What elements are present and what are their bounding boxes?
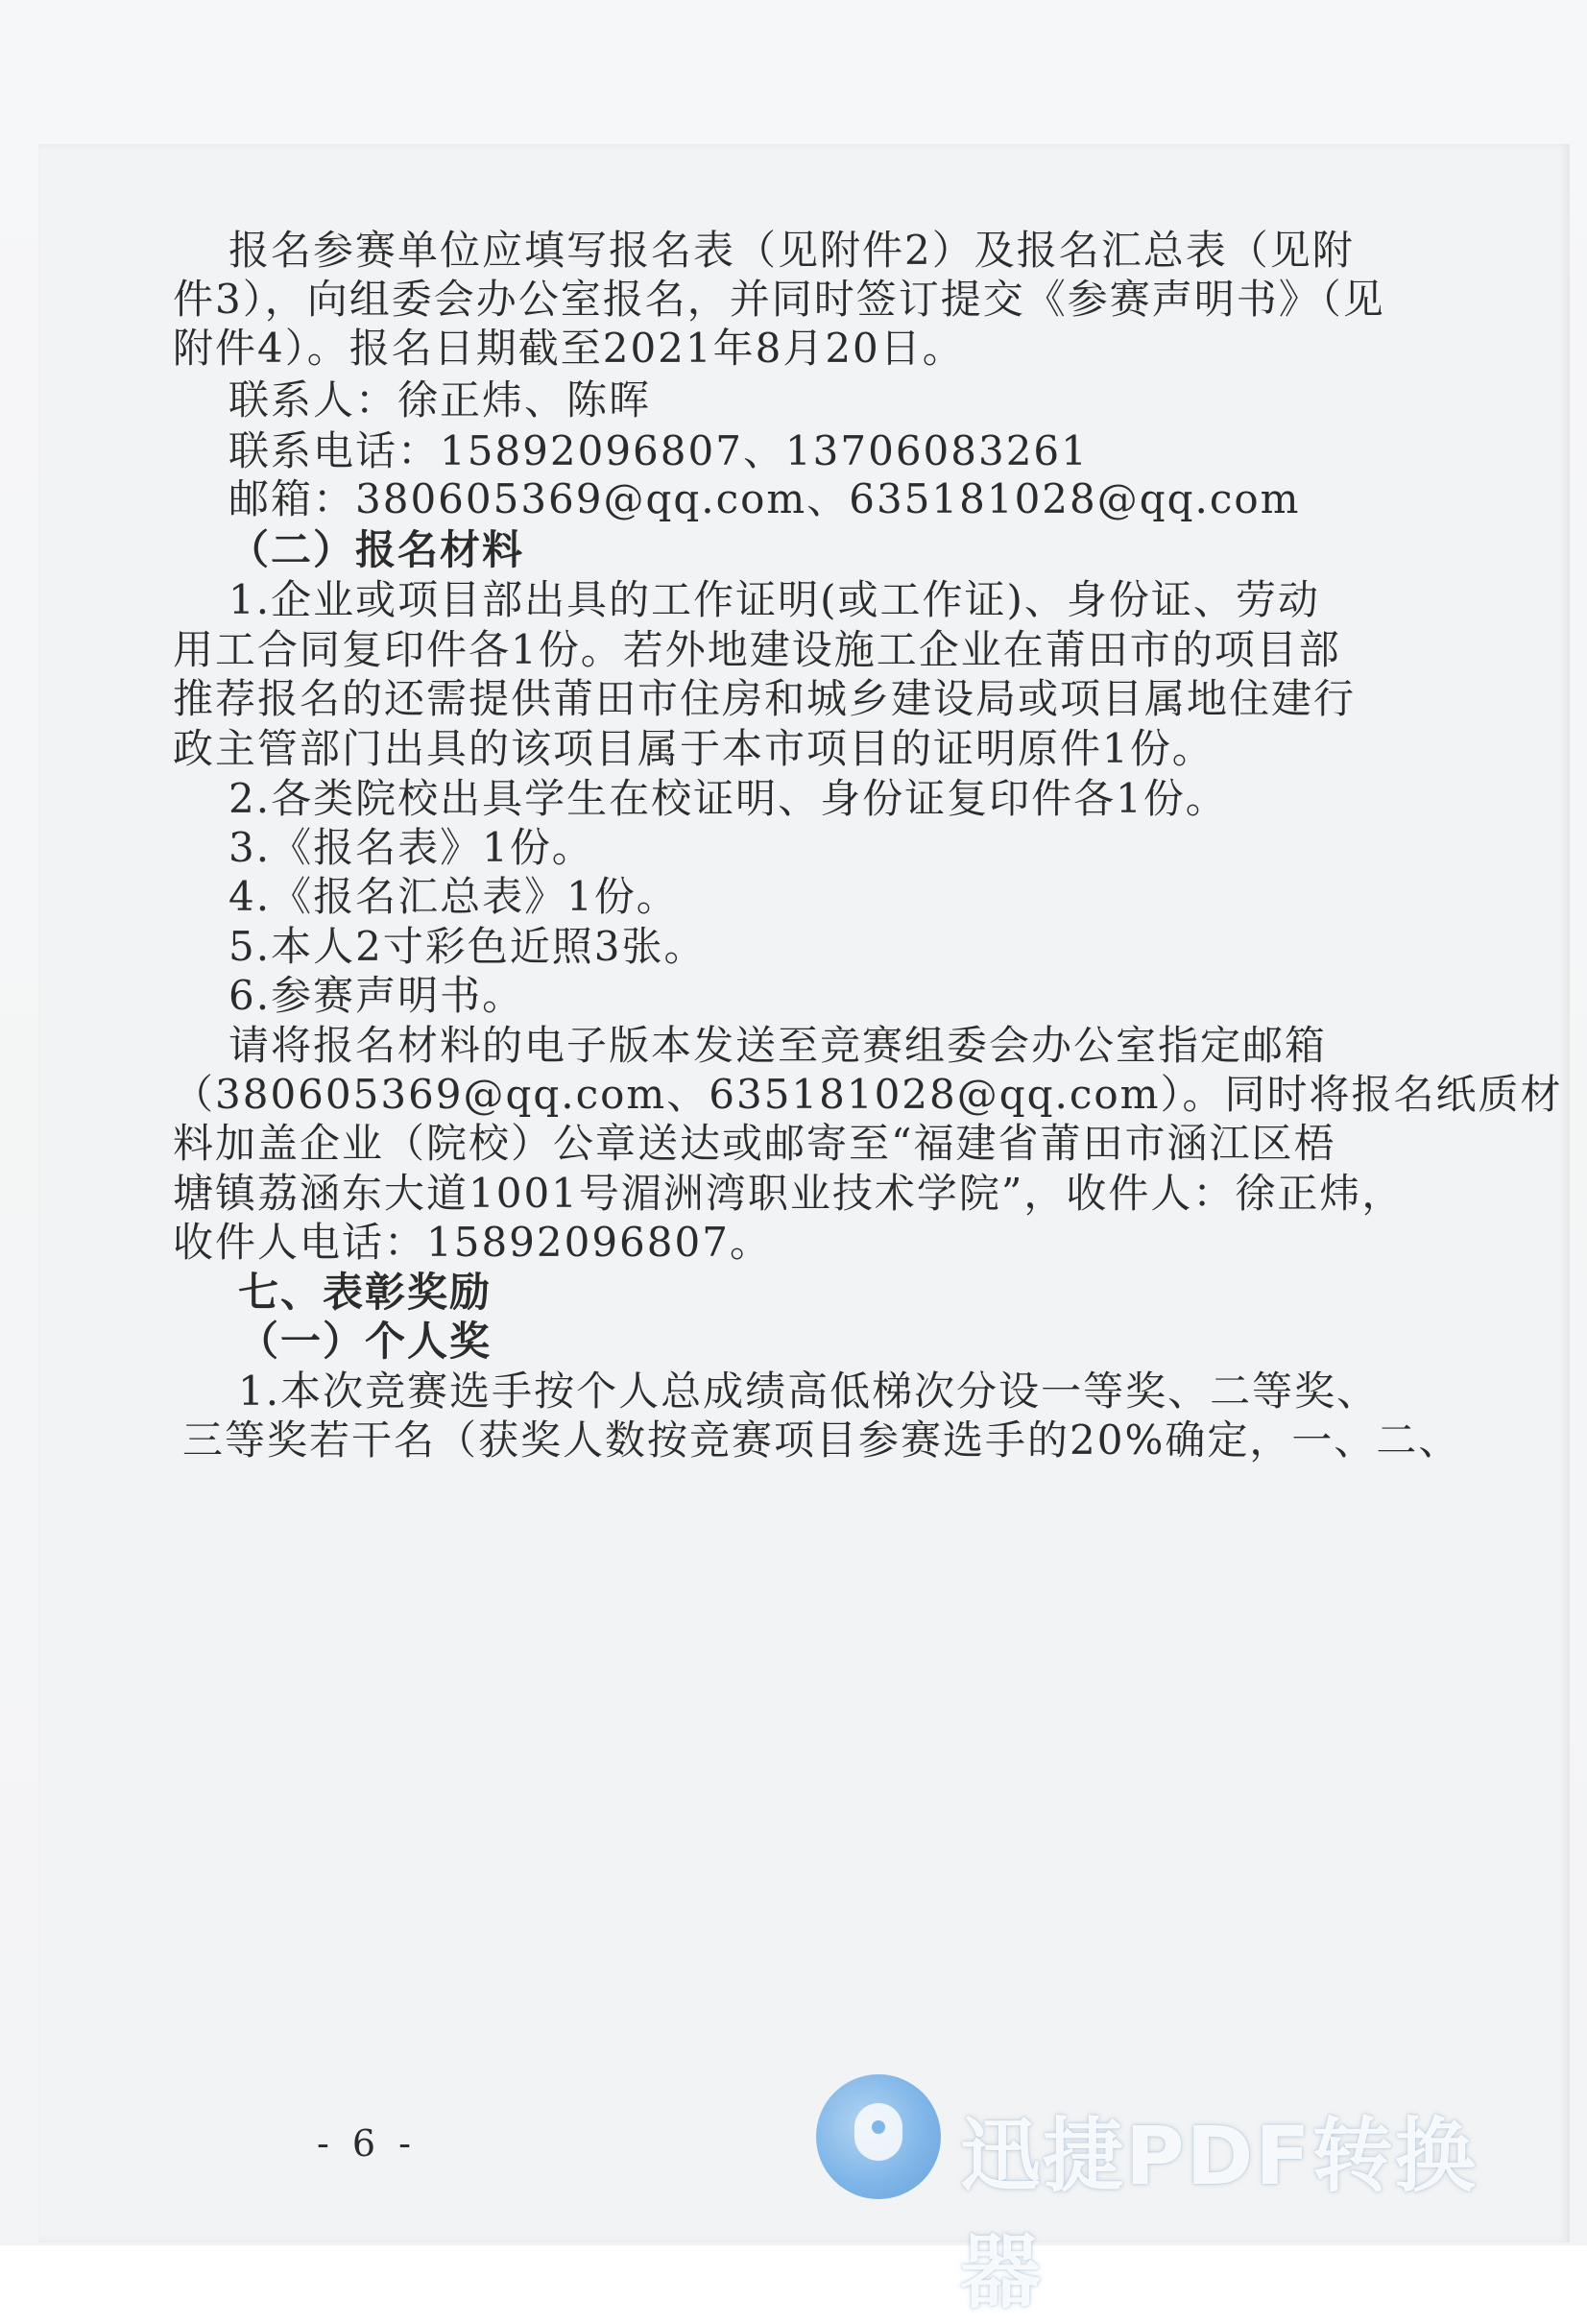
watermark-text: 迅捷PDF转换器	[960, 2109, 1478, 2319]
list-item: 4.《报名汇总表》1份。	[228, 873, 679, 920]
contact-phone: 联系电话：15892096807、13706083261	[228, 427, 1089, 474]
paragraph-line: 政主管部门出具的该项目属于本市项目的证明原件1份。	[173, 725, 1214, 772]
section-heading-awards: 七、表彰奖励	[238, 1269, 493, 1316]
paragraph-line: 件3），向组委会办公室报名，并同时签订提交《参赛声明书》（见	[173, 276, 1385, 323]
paragraph-line: 推荐报名的还需提供莆田市住房和城乡建设局或项目属地住建行	[173, 675, 1357, 722]
page-number: - 6 -	[317, 2122, 418, 2165]
list-item: 2.各类院校出具学生在校证明、身份证复印件各1份。	[228, 775, 1228, 822]
contact-person: 联系人：徐正炜、陈晖	[228, 376, 652, 424]
subsection-heading-individual-award: （一）个人奖	[238, 1318, 493, 1365]
paragraph-line: 请将报名材料的电子版本发送至竞赛组委会办公室指定邮箱	[228, 1022, 1328, 1069]
section-heading-registration-materials: （二）报名材料	[228, 526, 525, 573]
paragraph-line: 用工合同复印件各1份。若外地建设施工企业在莆田市的项目部	[173, 626, 1341, 673]
pdf-converter-logo-icon	[816, 2074, 941, 2199]
paragraph-line: （380605369@qq.com、635181028@qq.com）。同时将报名纸质材	[173, 1071, 1563, 1118]
paragraph-line: 报名参赛单位应填写报名表（见附件2）及报名汇总表（见附	[228, 227, 1355, 274]
paragraph-line: 三等奖若干名（获奖人数按竞赛项目参赛选手的20%确定，一、二、	[182, 1416, 1461, 1464]
paragraph-line: 料加盖企业（院校）公章送达或邮寄至“福建省莆田市涵江区梧	[173, 1120, 1336, 1167]
paragraph-line: 塘镇荔涵东大道1001号湄洲湾职业技术学院”，收件人：徐正炜，	[173, 1170, 1405, 1217]
list-item: 3.《报名表》1份。	[228, 824, 594, 871]
watermark	[816, 2074, 1546, 2319]
contact-email: 邮箱：380605369@qq.com、635181028@qq.com	[228, 475, 1301, 522]
list-item: 1.企业或项目部出具的工作证明(或工作证)、身份证、劳动	[228, 576, 1320, 623]
list-item: 1.本次竞赛选手按个人总成绩高低梯次分设一等奖、二等奖、	[238, 1368, 1380, 1415]
list-item: 6.参赛声明书。	[228, 972, 525, 1019]
paragraph-line: 附件4）。报名日期截至2021年8月20日。	[173, 325, 965, 372]
list-item: 5.本人2寸彩色近照3张。	[228, 923, 707, 970]
paragraph-line: 收件人电话：15892096807。	[173, 1219, 772, 1266]
